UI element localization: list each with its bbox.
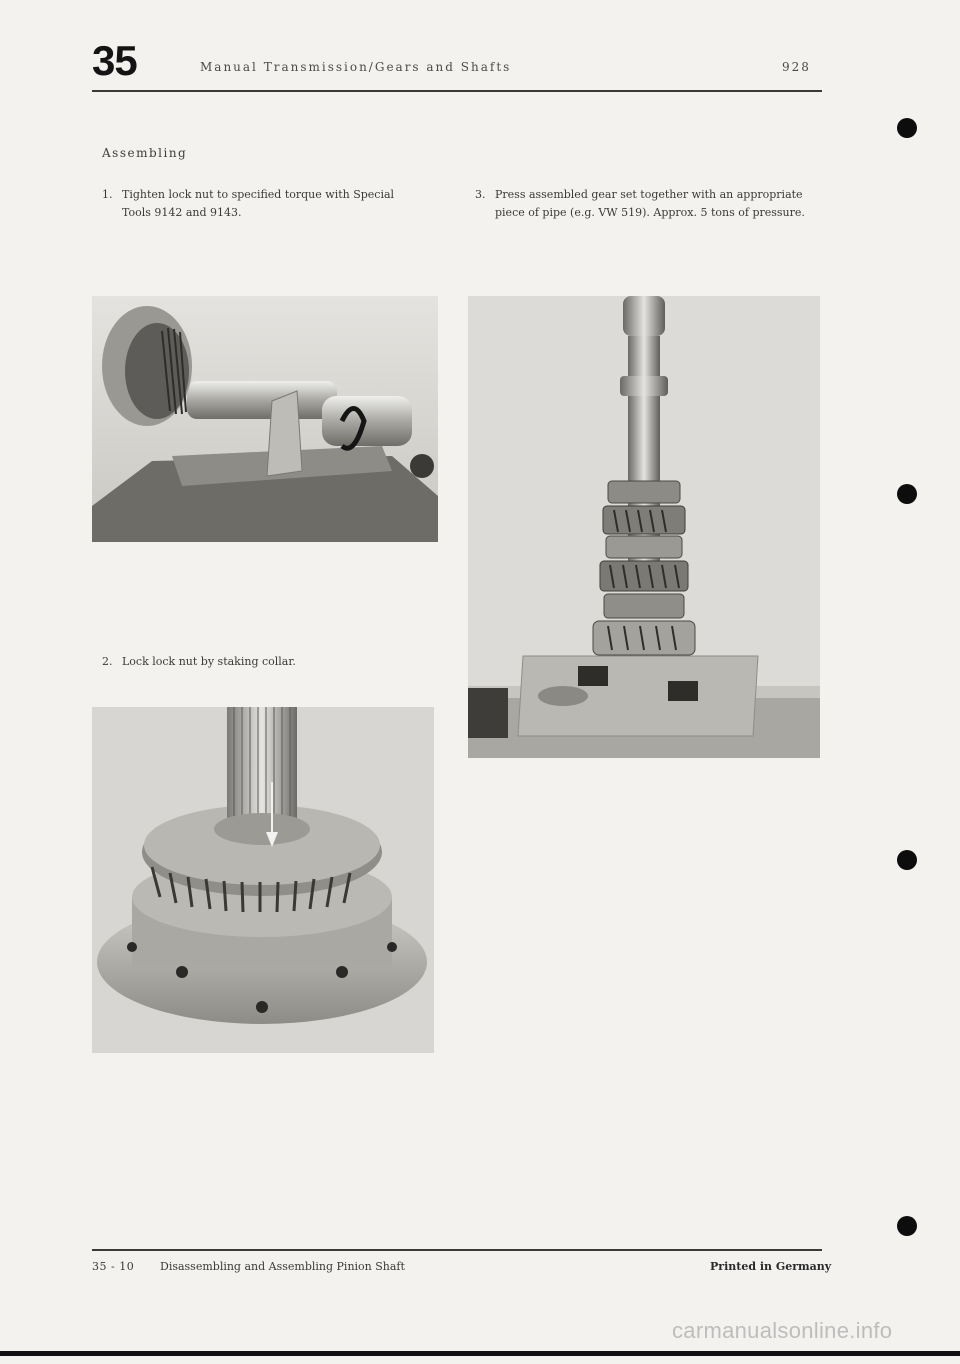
- photo-1-drawing: [92, 296, 438, 542]
- punch-hole-3: [897, 850, 917, 870]
- step-1-number: 1.: [102, 188, 113, 201]
- punch-hole-2: [897, 484, 917, 504]
- footer-page-number: 35 - 10: [92, 1260, 135, 1273]
- header-rule: [92, 90, 822, 92]
- photo-gear-set-press: [468, 296, 820, 758]
- step-2-number: 2.: [102, 655, 113, 668]
- photo-lock-nut-tightening: [92, 296, 438, 542]
- header-title: Manual Transmission/Gears and Shafts: [200, 60, 512, 74]
- header-model: 928: [782, 60, 811, 74]
- step-3-text: Press assembled gear set together with an appropriate piece of pipe (e.g. VW 519). Approx. 5 tons of pressure.: [495, 188, 805, 219]
- section-number: 35: [92, 37, 137, 84]
- step-3-number: 3.: [475, 188, 486, 201]
- gear-stack: [593, 481, 695, 655]
- punch-hole-1: [897, 118, 917, 138]
- punch-hole-4: [897, 1216, 917, 1236]
- step-2-text: Lock lock nut by staking collar.: [122, 655, 296, 668]
- step-2: [102, 653, 412, 671]
- footer-rule: [92, 1249, 822, 1251]
- step-1-text: Tighten lock nut to specified torque with Special Tools 9142 and 9143.: [122, 188, 395, 219]
- step-1: [102, 186, 412, 222]
- footer-printed-in: Printed in Germany: [710, 1260, 832, 1273]
- step-3: [475, 186, 805, 222]
- footer-section-title: Disassembling and Assembling Pinion Shaft: [160, 1260, 405, 1273]
- section-heading: Assembling: [102, 146, 188, 160]
- photo-staking-collar: [92, 707, 434, 1053]
- bottom-bar: [0, 1351, 960, 1356]
- watermark: carmanualsonline.info: [672, 1318, 893, 1343]
- photo-2-drawing: [92, 707, 434, 1053]
- photo-3-drawing: [468, 296, 820, 758]
